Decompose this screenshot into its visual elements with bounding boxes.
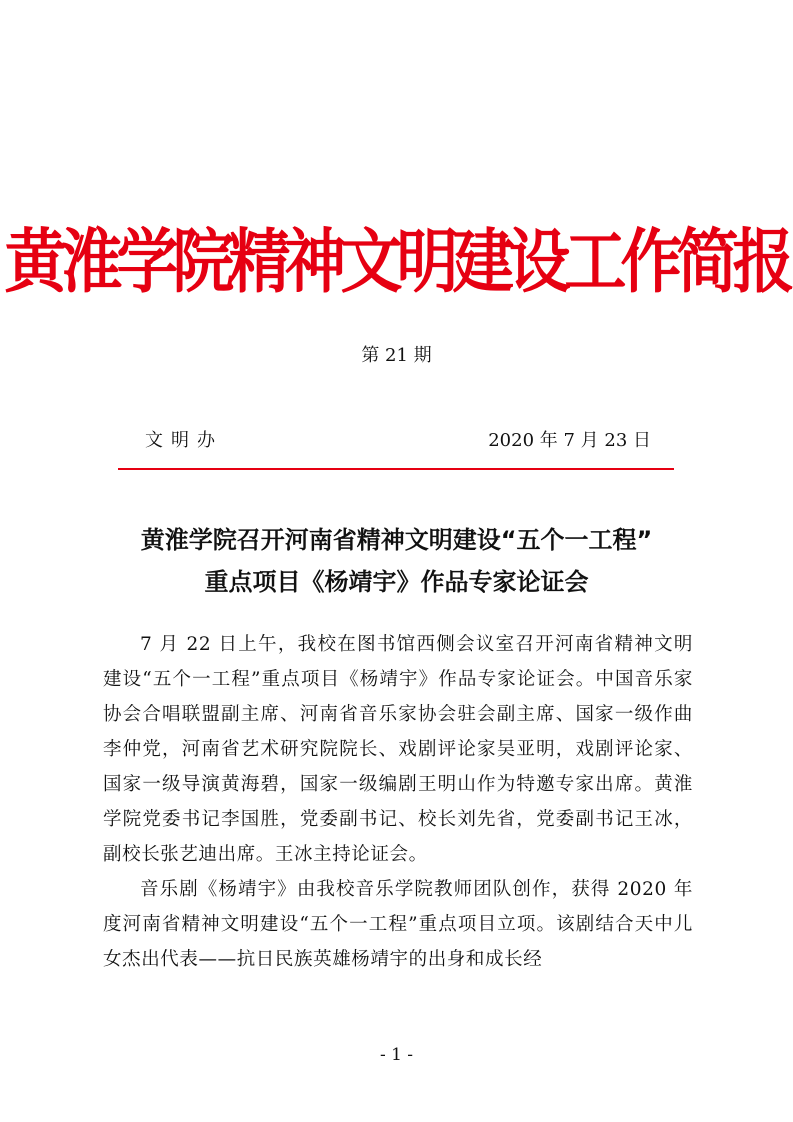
paragraph: 音乐剧《杨靖宇》由我校音乐学院教师团队创作，获得 2020 年度河南省精神文明建设“五个一工程”重点项目立项。该剧结合天中儿女杰出代表——抗日民族英雄杨靖宇的出身和成长经	[103, 879, 693, 970]
masthead-title: 黄淮学院精神文明建设工作简报	[4, 220, 789, 303]
article-headline	[80, 519, 713, 603]
red-divider	[118, 468, 674, 470]
page-number: - 1 -	[379, 1045, 414, 1065]
issue-date: 2020 年 7 月 23 日	[488, 430, 651, 451]
issuing-office: 文明办	[145, 430, 223, 451]
issue-number: 第 21 期	[361, 345, 432, 366]
paragraph: 7 月 22 日上午，我校在图书馆西侧会议室召开河南省精神文明建设“五个一工程”重点项目《杨靖宇》作品专家论证会。中国音乐家协会合唱联盟副主席、河南省音乐家协会驻会副主席、国家一级作曲李仲党，河南省艺术研究院院长、戏剧评论家吴亚明，戏剧评论家、国家一级导演黄海碧，国家一级编剧王明山作为特邀专家出席。黄淮学院党委书记李国胜，党委副书记、校长刘先省，党委副书记王冰，副校长张艺迪出席。王冰主持论证会。	[103, 634, 693, 865]
article-body	[103, 627, 693, 977]
headline-line-2: 重点项目《杨靖宇》作品专家论证会	[204, 568, 589, 596]
headline-line-1: 黄淮学院召开河南省精神文明建设“五个一工程”	[140, 526, 653, 554]
